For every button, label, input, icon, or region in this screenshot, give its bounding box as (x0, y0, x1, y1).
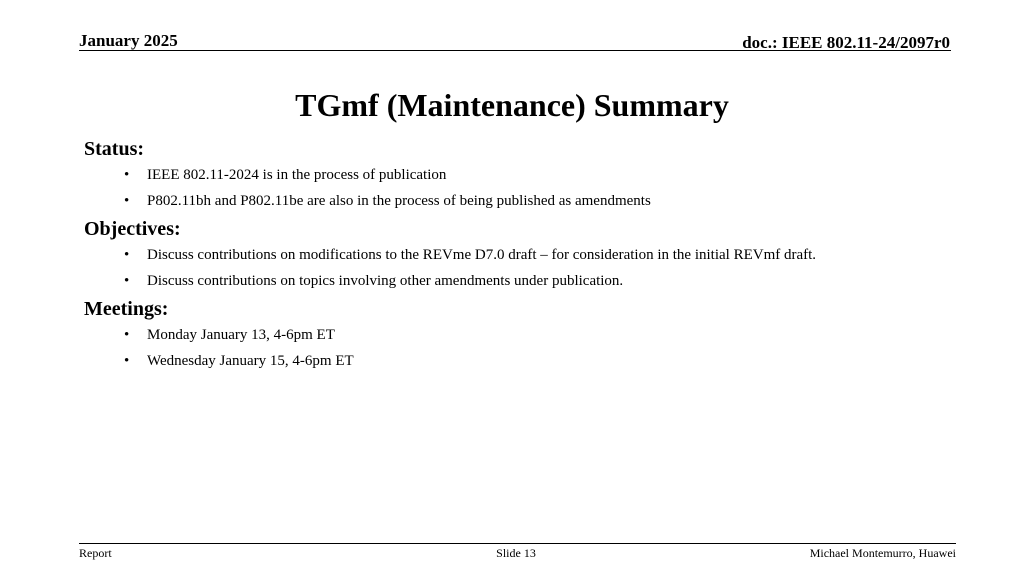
bullet-item (84, 188, 964, 214)
bullet-text: Discuss contributions on topics involving other amendments under publication. (147, 273, 624, 289)
bullet-item (84, 268, 964, 294)
bullet-text: Wednesday January 15, 4-6pm ET (147, 353, 354, 369)
footer-divider (79, 543, 956, 544)
section-status (84, 136, 964, 214)
bullet-text: P802.11bh and P802.11be are also in the process of being published as amendments (147, 193, 651, 209)
slide-number: Slide 13 (496, 546, 536, 560)
bullet-icon: • (124, 247, 130, 263)
bullet-list (84, 242, 964, 294)
section-heading: Objectives: (84, 218, 181, 240)
bullet-icon: • (124, 167, 130, 183)
bullet-text: IEEE 802.11-2024 is in the process of publication (147, 167, 447, 183)
footer-author: Michael Montemurro, Huawei (809, 546, 956, 560)
bullet-item (84, 242, 964, 268)
section-objectives (84, 216, 964, 294)
bullet-item (84, 322, 964, 348)
section-meetings (84, 296, 964, 374)
bullet-icon: • (124, 193, 130, 209)
bullet-list (84, 162, 964, 214)
slide-title: TGmf (Maintenance) Summary (295, 87, 729, 123)
section-heading: Status: (84, 138, 145, 160)
header-divider (79, 50, 951, 51)
slide-body (84, 136, 964, 376)
footer-report-label: Report (79, 546, 112, 560)
bullet-text: Monday January 13, 4-6pm ET (147, 327, 335, 343)
bullet-text: Discuss contributions on modifications to the REVme D7.0 draft – for consideration in the initial REVmf draft. (147, 247, 817, 263)
bullet-item (84, 348, 964, 374)
bullet-list (84, 322, 964, 374)
bullet-icon: • (124, 353, 130, 369)
section-heading: Meetings: (84, 298, 169, 320)
bullet-icon: • (124, 273, 130, 289)
header-date: January 2025 (79, 31, 178, 50)
document-id: doc.: IEEE 802.11-24/2097r0 (742, 33, 950, 52)
bullet-item (84, 162, 964, 188)
bullet-icon: • (124, 327, 130, 343)
